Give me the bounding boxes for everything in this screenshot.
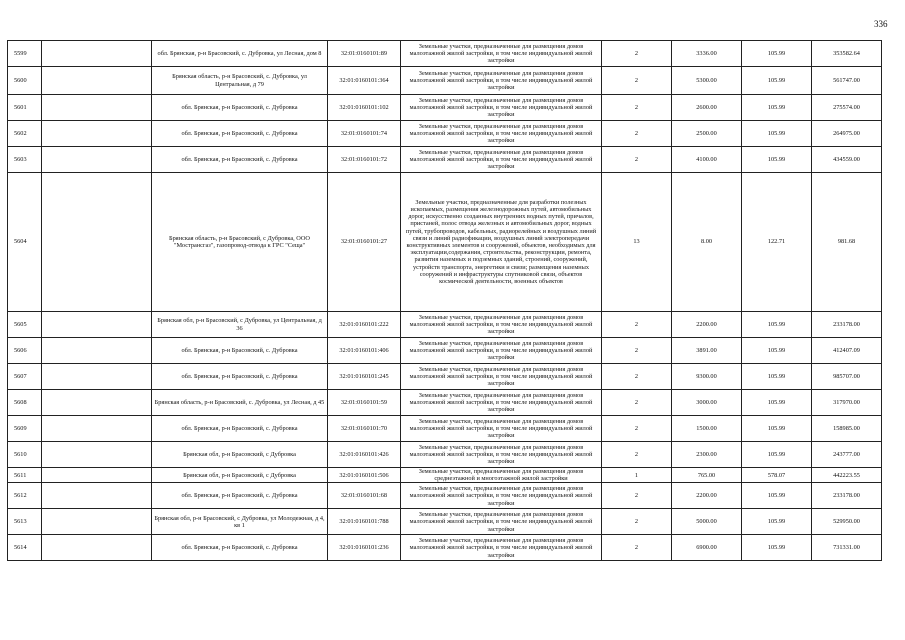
empty-cell [42,95,152,121]
cadastral-value-cell: 442223.55 [812,468,882,483]
cadastral-value-cell: 985707.00 [812,364,882,390]
area-cell: 4100.00 [672,147,742,173]
table-row [8,173,882,312]
land-use-cell: Земельные участки, предназначенные для размещения домов малоэтажной жилой застройки, в том числе индивидуальной жилой застройки [401,442,602,468]
table-row [8,67,882,95]
row-number: 5605 [8,312,42,338]
cadastral-number-cell: 32:01:0160101:27 [328,173,401,312]
category-cell: 2 [602,121,672,147]
cadastral-number-cell: 32:01:0160101:74 [328,121,401,147]
cadastral-value-cell: 981.68 [812,173,882,312]
land-use-cell: Земельные участки, предназначенные для размещения домов малоэтажной жилой застройки, в том числе индивидуальной жилой застройки [401,509,602,535]
cadastral-number-cell: 32:01:0160101:68 [328,483,401,509]
cadastral-value-cell: 529950.00 [812,509,882,535]
table-body [8,41,882,561]
address-cell: Брянская обл, р-н Брасовский, с Дубровка [152,442,328,468]
table-row [8,509,882,535]
cadastral-value-cell: 233178.00 [812,483,882,509]
table-row [8,147,882,173]
address-cell: обл. Брянская, р-н Брасовский, с. Дубровка [152,364,328,390]
area-cell: 765.00 [672,468,742,483]
land-use-cell: Земельные участки, предназначенные для размещения домов малоэтажной жилой застройки, в том числе индивидуальной жилой застройки [401,312,602,338]
table-row [8,312,882,338]
row-number: 5614 [8,535,42,561]
table-row [8,121,882,147]
table-row [8,364,882,390]
empty-cell [42,312,152,338]
land-use-cell: Земельные участки, предназначенные для размещения домов малоэтажной жилой застройки, в том числе индивидуальной жилой застройки [401,483,602,509]
category-cell: 2 [602,483,672,509]
row-number: 5606 [8,338,42,364]
address-cell: обл. Брянская, р-н Брасовский, с. Дубровка [152,535,328,561]
cadastral-value-cell: 412407.09 [812,338,882,364]
address-cell: обл. Брянская, р-н Брасовский, с. Дубровка [152,95,328,121]
rate-cell: 578.07 [742,468,812,483]
empty-cell [42,535,152,561]
category-cell: 2 [602,312,672,338]
table-row [8,442,882,468]
empty-cell [42,483,152,509]
address-cell: Брянская область, р-н Брасовский, с. Дубровка, ул Центральная, д 79 [152,67,328,95]
cadastral-number-cell: 32:01:0160101:245 [328,364,401,390]
row-number: 5600 [8,67,42,95]
cadastral-value-cell: 264975.00 [812,121,882,147]
land-use-cell: Земельные участки, предназначенные для размещения домов малоэтажной жилой застройки, в том числе индивидуальной жилой застройки [401,95,602,121]
address-cell: Брянская обл, р-н Брасовский, с Дубровка, ул Молодежная, д 4, кв 1 [152,509,328,535]
table-row [8,95,882,121]
empty-cell [42,338,152,364]
rate-cell: 105.99 [742,483,812,509]
category-cell: 1 [602,468,672,483]
empty-cell [42,416,152,442]
land-use-cell: Земельные участки, предназначенные для размещения домов среднеэтажной и многоэтажной жилой застройки [401,468,602,483]
cadastral-number-cell: 32:01:0160101:236 [328,535,401,561]
rate-cell: 105.99 [742,364,812,390]
row-number: 5602 [8,121,42,147]
address-cell: обл. Брянская, р-н Брасовский, с. Дубровка [152,338,328,364]
land-use-cell: Земельные участки, предназначенные для размещения домов малоэтажной жилой застройки, в том числе индивидуальной жилой застройки [401,41,602,67]
address-cell: Брянская обл, р-н Брасовский, с Дубровка, ул Центральная, д 36 [152,312,328,338]
address-cell: обл. Брянская, р-н Брасовский, с. Дубровка [152,147,328,173]
area-cell: 3891.00 [672,338,742,364]
category-cell: 2 [602,364,672,390]
empty-cell [42,121,152,147]
cadastral-value-cell: 233178.00 [812,312,882,338]
row-number: 5603 [8,147,42,173]
cadastral-number-cell: 32:01:0160101:506 [328,468,401,483]
cadastral-number-cell: 32:01:0160101:426 [328,442,401,468]
address-cell: обл. Брянская, р-н Брасовский, с. Дубровка [152,416,328,442]
cadastral-number-cell: 32:01:0160101:364 [328,67,401,95]
row-number: 5607 [8,364,42,390]
address-cell: обл. Брянская, р-н Брасовский, с. Дубровка [152,483,328,509]
row-number: 5612 [8,483,42,509]
rate-cell: 105.99 [742,95,812,121]
area-cell: 2200.00 [672,312,742,338]
table-row [8,416,882,442]
land-use-cell: Земельные участки, предназначенные для размещения домов малоэтажной жилой застройки, в том числе индивидуальной жилой застройки [401,67,602,95]
area-cell: 8.00 [672,173,742,312]
row-number: 5599 [8,41,42,67]
cadastral-number-cell: 32:01:0160101:788 [328,509,401,535]
category-cell: 2 [602,442,672,468]
empty-cell [42,509,152,535]
cadastral-value-cell: 317970.00 [812,390,882,416]
rate-cell: 105.99 [742,509,812,535]
area-cell: 6900.00 [672,535,742,561]
cadastral-number-cell: 32:01:0160101:102 [328,95,401,121]
row-number: 5609 [8,416,42,442]
area-cell: 2500.00 [672,121,742,147]
category-cell: 2 [602,147,672,173]
area-cell: 2600.00 [672,95,742,121]
table-row [8,390,882,416]
address-cell: Брянская область, р-н Брасовский, с Дубровка, ООО "Мострансгаз", газопровод-отвода к ГРС "Сеща" [152,173,328,312]
land-use-cell: Земельные участки, предназначенные для размещения домов малоэтажной жилой застройки, в том числе индивидуальной жилой застройки [401,416,602,442]
land-registry-table [7,40,882,561]
land-use-cell: Земельные участки, предназначенные для размещения домов малоэтажной жилой застройки, в том числе индивидуальной жилой застройки [401,147,602,173]
empty-cell [42,147,152,173]
cadastral-number-cell: 32:01:0160101:70 [328,416,401,442]
empty-cell [42,364,152,390]
land-use-cell: Земельные участки, предназначенные для размещения домов малоэтажной жилой застройки, в том числе индивидуальной жилой застройки [401,338,602,364]
cadastral-number-cell: 32:01:0160101:89 [328,41,401,67]
cadastral-number-cell: 32:01:0160101:406 [328,338,401,364]
category-cell: 2 [602,41,672,67]
land-use-cell: Земельные участки, предназначенные для размещения домов малоэтажной жилой застройки, в том числе индивидуальной жилой застройки [401,364,602,390]
cadastral-number-cell: 32:01:0160101:59 [328,390,401,416]
empty-cell [42,468,152,483]
row-number: 5601 [8,95,42,121]
cadastral-value-cell: 353582.64 [812,41,882,67]
row-number: 5604 [8,173,42,312]
rate-cell: 105.99 [742,41,812,67]
area-cell: 9300.00 [672,364,742,390]
land-use-cell: Земельные участки, предназначенные для размещения домов малоэтажной жилой застройки, в том числе индивидуальной жилой застройки [401,121,602,147]
row-number: 5611 [8,468,42,483]
rate-cell: 105.99 [742,121,812,147]
address-cell: обл. Брянская, р-н Брасовский, с. Дубровка, ул Лесная, дом 8 [152,41,328,67]
rate-cell: 105.99 [742,442,812,468]
rate-cell: 105.99 [742,535,812,561]
address-cell: Брянская область, р-н Брасовский, с. Дубровка, ул Лесная, д 45 [152,390,328,416]
category-cell: 13 [602,173,672,312]
table-row [8,483,882,509]
land-use-cell: Земельные участки, предназначенные для размещения домов малоэтажной жилой застройки, в том числе индивидуальной жилой застройки [401,390,602,416]
area-cell: 2200.00 [672,483,742,509]
category-cell: 2 [602,390,672,416]
empty-cell [42,41,152,67]
cadastral-value-cell: 158985.00 [812,416,882,442]
area-cell: 5300.00 [672,67,742,95]
rate-cell: 105.99 [742,390,812,416]
cadastral-number-cell: 32:01:0160101:222 [328,312,401,338]
area-cell: 3336.00 [672,41,742,67]
category-cell: 2 [602,338,672,364]
rate-cell: 105.99 [742,312,812,338]
empty-cell [42,67,152,95]
category-cell: 2 [602,67,672,95]
rate-cell: 105.99 [742,338,812,364]
rate-cell: 105.99 [742,67,812,95]
area-cell: 3000.00 [672,390,742,416]
rate-cell: 122.71 [742,173,812,312]
category-cell: 2 [602,95,672,121]
category-cell: 2 [602,416,672,442]
row-number: 5608 [8,390,42,416]
cadastral-value-cell: 243777.00 [812,442,882,468]
category-cell: 2 [602,535,672,561]
cadastral-value-cell: 561747.00 [812,67,882,95]
row-number: 5613 [8,509,42,535]
empty-cell [42,442,152,468]
rate-cell: 105.99 [742,416,812,442]
empty-cell [42,390,152,416]
area-cell: 2300.00 [672,442,742,468]
cadastral-value-cell: 275574.00 [812,95,882,121]
land-use-cell: Земельные участки, предназначенные для разработки полезных ископаемых, размещения железнодорожных путей, автомобильных дорог, искусственно созданных внутренних водных путей, причалов, пристаней, полос отвода железных и автомобильных дорог, водных путей, трубопроводов, кабельных, радиорелейных и воздушных линий связи и линий радиофикации, воздушных линий электропередачи конструктивных элементов и сооружений, объектов, необходимых для эксплуатации,содержания, строительства, реконструкции, ремонта, развития наземных и подземных зданий, строений, сооружений, устройств транспорта, энергетики и связи; размещения наземных сооружений и инфраструктуры спутниковой связи, объектов космической деятельности, военных объектов [401,173,602,312]
address-cell: Брянская обл, р-н Брасовский, с Дубровка [152,468,328,483]
area-cell: 5000.00 [672,509,742,535]
address-cell: обл. Брянская, р-н Брасовский, с. Дубровка [152,121,328,147]
table-row [8,41,882,67]
cadastral-value-cell: 434559.00 [812,147,882,173]
page-number: 336 [874,19,888,29]
cadastral-number-cell: 32:01:0160101:72 [328,147,401,173]
rate-cell: 105.99 [742,147,812,173]
table-row [8,338,882,364]
table-row [8,535,882,561]
category-cell: 2 [602,509,672,535]
land-use-cell: Земельные участки, предназначенные для размещения домов малоэтажной жилой застройки, в том числе индивидуальной жилой застройки [401,535,602,561]
row-number: 5610 [8,442,42,468]
table-row [8,468,882,483]
cadastral-value-cell: 731331.00 [812,535,882,561]
empty-cell [42,173,152,312]
area-cell: 1500.00 [672,416,742,442]
